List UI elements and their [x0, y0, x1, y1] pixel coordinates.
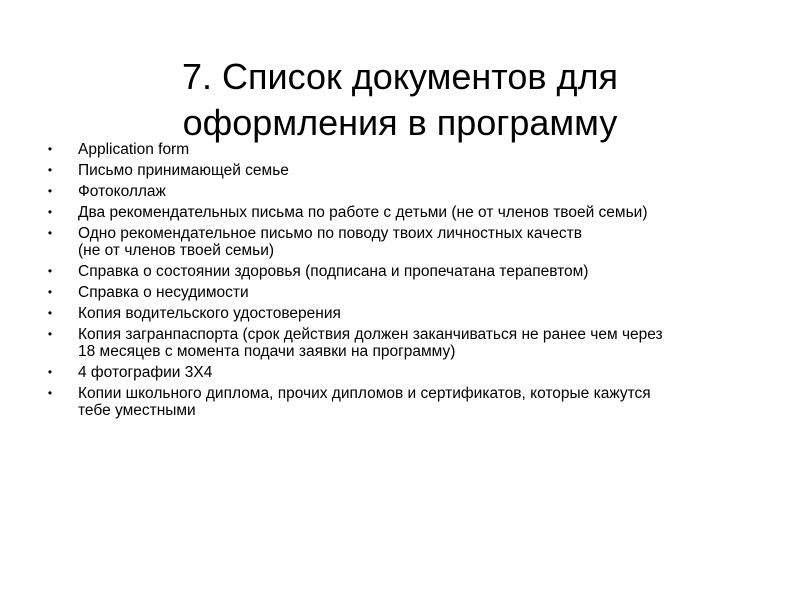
list-item [44, 141, 764, 158]
list-item [44, 305, 764, 322]
list-item-line: 4 фотографии 3Х4 [78, 364, 213, 381]
bullet-icon: • [47, 306, 53, 320]
slide-title-line: оформления в программу [182, 102, 618, 144]
list-item-line: Application form [78, 141, 190, 158]
list-item [44, 225, 764, 259]
list-item-text [78, 183, 764, 200]
bullet-icon: • [47, 205, 53, 219]
list-item-text [78, 326, 764, 360]
bullet-icon: • [47, 285, 53, 299]
bullet-icon: • [47, 365, 53, 379]
list-item-line: (не от членов твоей семьи) [78, 242, 275, 259]
list-item-line: Справка о несудимости [78, 284, 249, 301]
list-item [44, 364, 764, 381]
list-item [44, 204, 764, 221]
list-item [44, 162, 764, 179]
list-item-line: Копии школьного диплома, прочих дипломов и сертификатов, которые кажутся [78, 385, 651, 402]
bullet-icon: • [47, 226, 53, 240]
list-item-line: Справка о состоянии здоровья (подписана и пропечатана терапевтом) [78, 263, 589, 280]
list-item-line: Письмо принимающей семье [78, 162, 289, 179]
list-item [44, 284, 764, 301]
list-item-text [78, 385, 764, 419]
list-item-text [78, 162, 764, 179]
list-item-text [78, 263, 764, 280]
list-item [44, 263, 764, 280]
document-list [44, 141, 764, 423]
bullet-icon: • [47, 184, 53, 198]
list-item-line: 18 месяцев с момента подачи заявки на программу) [78, 343, 456, 360]
list-item-text [78, 364, 764, 381]
slide-title-line: 7. Список документов для [182, 56, 618, 98]
slide-title [100, 54, 700, 146]
list-item-line: Копия загранпаспорта (срок действия должен заканчиваться не ранее чем через [78, 326, 663, 343]
list-item-line: Одно рекомендательное письмо по поводу твоих личностных качеств [78, 225, 582, 242]
list-item-text [78, 204, 764, 221]
list-item-text [78, 305, 764, 322]
bullet-icon: • [47, 163, 53, 177]
list-item-line: Два рекомендательных письма по работе с детьми (не от членов твоей семьи) [78, 204, 648, 221]
list-item-line: тебе уместными [78, 402, 196, 419]
bullet-icon: • [47, 386, 53, 400]
list-item-text [78, 141, 764, 158]
list-item [44, 183, 764, 200]
list-item [44, 385, 764, 419]
list-item-line: Фотоколлаж [78, 183, 166, 200]
list-item-line: Копия водительского удостоверения [78, 305, 341, 322]
bullet-icon: • [47, 327, 53, 341]
bullet-icon: • [47, 264, 53, 278]
list-item-text [78, 225, 764, 259]
list-item [44, 326, 764, 360]
list-item-text [78, 284, 764, 301]
bullet-icon: • [47, 142, 53, 156]
